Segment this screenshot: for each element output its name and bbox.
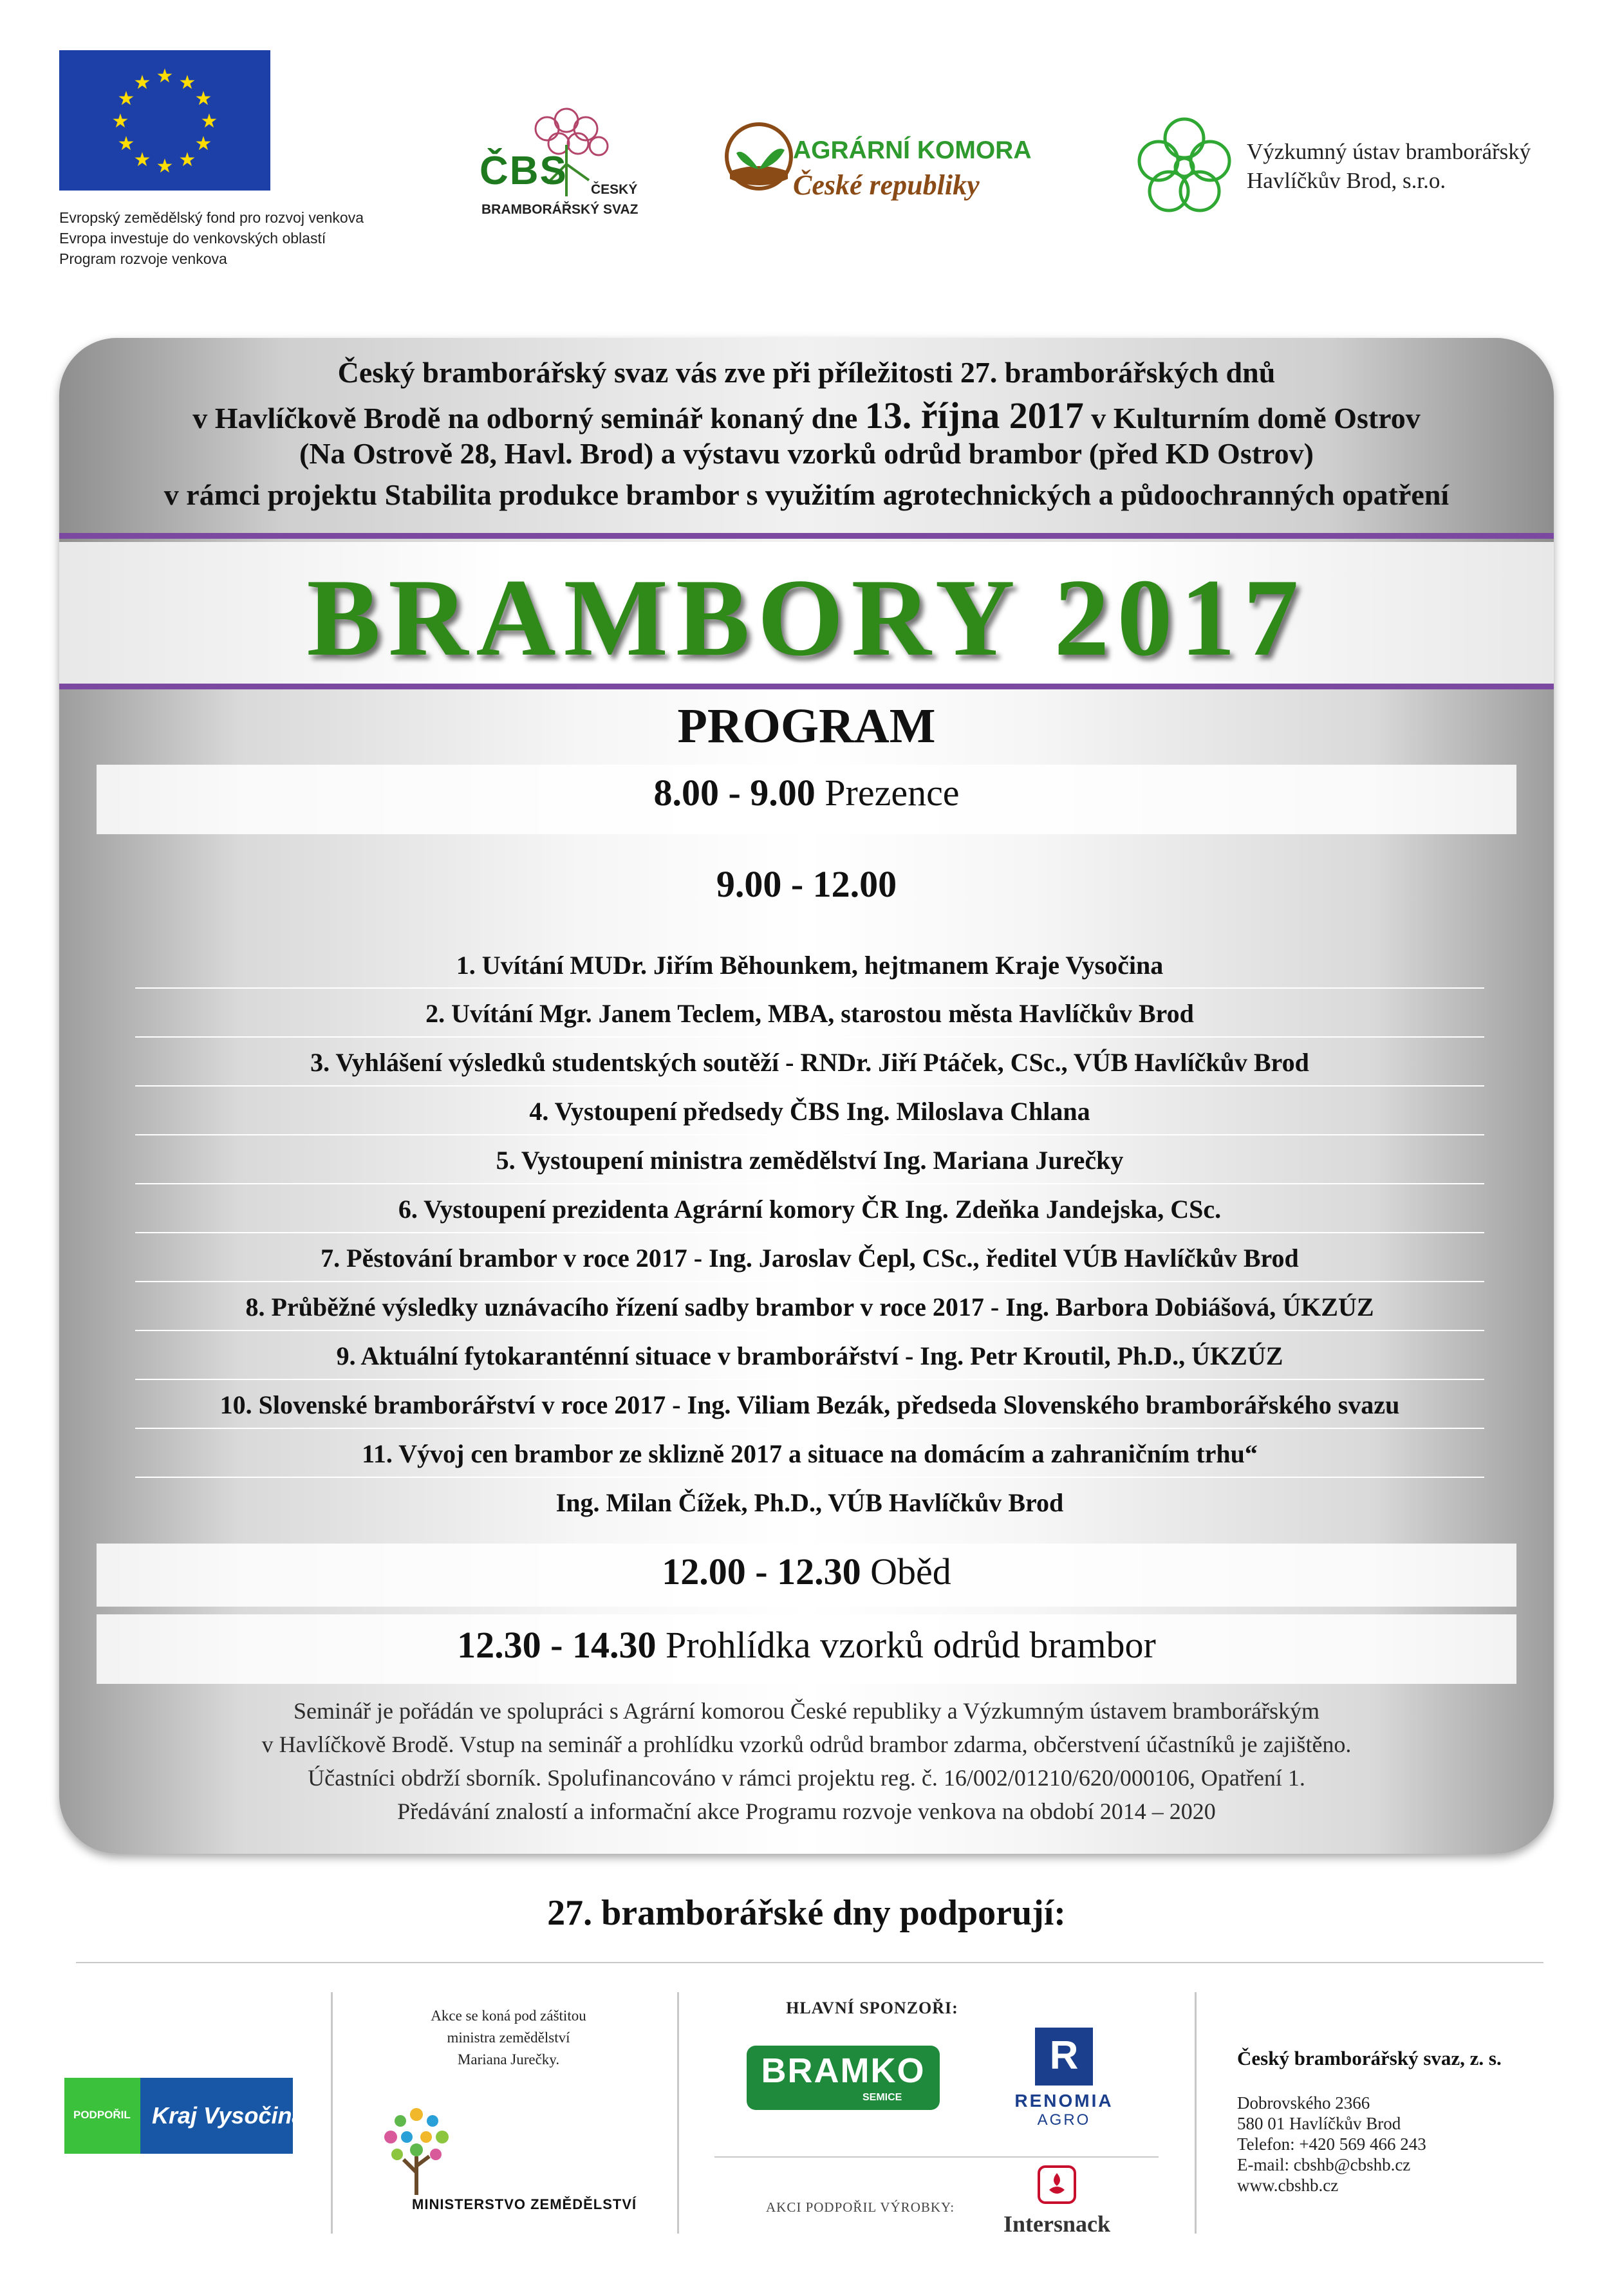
organizer-address-city: 580 01 Havlíčkův Brod	[1237, 2114, 1401, 2133]
renomia-sub: AGRO	[1037, 2111, 1091, 2129]
footnote-line: Předávání znalostí a informační akce Programu rozvoje venkova na období 2014 – 2020	[397, 1798, 1216, 1824]
agenda-item-speaker: Ing. Milan Čížek, Ph.D., VÚB Havlíčkův Brod	[555, 1488, 1064, 1517]
organizer-website[interactable]: www.cbshb.cz	[1237, 2176, 1339, 2195]
svg-text:★: ★	[178, 72, 196, 93]
program-heading: PROGRAM	[677, 699, 936, 753]
sponsor-rule	[714, 2156, 1159, 2158]
patronage-note: Akce se koná pod záštitou ministra zemědělství Mariana Jurečky.	[431, 2008, 586, 2067]
organizer-address-street: Dobrovského 2366	[1237, 2093, 1370, 2113]
kraj-vysocina-logo	[64, 2078, 305, 2154]
renomia-letter: R	[1049, 2033, 1079, 2078]
vubh-name-line1: Výzkumný ústav bramborářský	[1247, 139, 1531, 164]
organizer-phone: Telefon: +420 569 466 243	[1237, 2134, 1426, 2154]
vubh-flower-icon	[1128, 113, 1240, 222]
svg-text:★: ★	[156, 156, 174, 177]
supporters-rule	[76, 1962, 1543, 1963]
lunch-row: 12.00 - 12.30 Oběd	[662, 1551, 951, 1592]
agenda-divider	[135, 1281, 1484, 1282]
svg-text:★: ★	[111, 111, 129, 132]
svg-text:★: ★	[200, 111, 218, 132]
agenda-divider	[135, 1036, 1484, 1038]
agenda-item: 5. Vystoupení ministra zemědělství Ing. Mariana Jurečky	[496, 1146, 1124, 1175]
agenda-divider	[135, 1428, 1484, 1429]
morning-block-time: 9.00 - 12.00	[716, 863, 897, 905]
svg-text:★: ★	[156, 66, 174, 87]
footnote-line: Účastníci obdrží sborník. Spolufinancováno v rámci projektu reg. č. 16/002/01210/620/000106, Opatření 1.	[308, 1765, 1305, 1791]
event-date: 13. října 2017	[864, 395, 1084, 436]
vubh-name-line2: Havlíčkův Brod, s.r.o.	[1247, 168, 1446, 193]
agenda-item: 9. Aktuální fytokaranténní situace v bramborářství - Ing. Petr Kroutil, Ph.D., ÚKZÚZ	[336, 1341, 1283, 1370]
intro-line-3: (Na Ostrově 28, Havl. Brod) a výstavu vzorků odrůd brambor (před KD Ostrov)	[299, 437, 1314, 470]
intersnack-icon	[1036, 2164, 1077, 2205]
organizer-name: Český bramborářský svaz, z. s.	[1237, 2047, 1502, 2069]
bramko-logo	[747, 2046, 940, 2110]
agrarni-komora-line2: České republiky	[793, 169, 980, 201]
ministry-tree-icon	[368, 2102, 465, 2198]
svg-text:★: ★	[133, 149, 151, 171]
agenda-divider	[135, 1232, 1484, 1233]
cbs-name-line2: BRAMBORÁŘSKÝ SVAZ	[481, 202, 639, 217]
agenda-divider	[135, 1085, 1484, 1087]
agenda-divider	[135, 1134, 1484, 1135]
svg-text:★: ★	[133, 72, 151, 93]
agenda-item: 3. Vyhlášení výsledků studentských soutěží - RNDr. Jiří Ptáček, CSc., VÚB Havlíčkův Brod	[310, 1048, 1309, 1077]
agenda-item: 4. Vystoupení předsedy ČBS Ing. Miloslava Chlana	[529, 1097, 1090, 1126]
intro-line-4: v rámci projektu Stabilita produkce brambor s využitím agrotechnických a půdoochranných opatření	[163, 478, 1450, 511]
agenda-item: 6. Vystoupení prezidenta Agrární komory ČR Ing. Zdeňka Jandejska, CSc.	[398, 1195, 1222, 1224]
intersnack-logo	[993, 2164, 1121, 2241]
agenda-item: 10. Slovenské bramborářství v roce 2017 - Ing. Viliam Bezák, předseda Slovenského bramborářského svazu	[219, 1390, 1400, 1419]
column-divider	[331, 1992, 333, 2234]
agenda-item: 2. Uvítání Mgr. Janem Teclem, MBA, starostou města Havlíčkův Brod	[425, 999, 1194, 1028]
agenda-item: 11. Vývoj cen brambor ze sklizně 2017 a situace na domácím a zahraničním trhu“	[362, 1439, 1258, 1468]
intro-line-2: v Havlíčkově Brodě na odborný seminář konaný dne 13. října 2017 v Kulturním domě Ostrov	[192, 395, 1421, 436]
intro-line-1: Český bramborářský svaz vás zve při příležitosti 27. bramborářských dnů	[337, 356, 1276, 389]
organizer-email[interactable]: E-mail: cbshb@cbshb.cz	[1237, 2155, 1411, 2174]
agenda-divider	[135, 1330, 1484, 1331]
title-rule-bottom	[59, 684, 1554, 689]
cbs-abbreviation: ČBS	[480, 149, 568, 193]
agenda-item: 7. Pěstování brambor v roce 2017 - Ing. Jaroslav Čepl, CSc., ředitel VÚB Havlíčkův Brod	[321, 1244, 1299, 1273]
agrarni-komora-line1: AGRÁRNÍ KOMORA	[793, 136, 1032, 164]
eu-stars-icon	[59, 50, 270, 191]
column-divider	[1195, 1992, 1197, 2234]
svg-text:★: ★	[117, 133, 135, 154]
footnote-line: Seminář je pořádán ve spolupráci s Agrární komorou České republiky a Výzkumným ústavem bramborářským	[294, 1698, 1319, 1724]
main-sponsors-heading: HLAVNÍ SPONZOŘI:	[786, 1999, 958, 2017]
agenda-divider	[135, 1477, 1484, 1478]
main-title: BRAMBORY 2017	[306, 557, 1307, 679]
supporters-heading: 27. bramborářské dny podporují:	[547, 1893, 1066, 1933]
kraj-name: Kraj Vysočina	[152, 2102, 305, 2129]
agenda-divider	[135, 1183, 1484, 1184]
svg-text:★: ★	[178, 149, 196, 171]
svg-text:★: ★	[194, 88, 212, 109]
svg-text:★: ★	[117, 88, 135, 109]
agenda-item: 1. Uvítání MUDr. Jiřím Běhounkem, hejtmanem Kraje Vysočina	[456, 951, 1164, 980]
products-sponsor-heading: AKCI PODPOŘIL VÝROBKY:	[766, 2199, 955, 2215]
agenda-divider	[135, 1379, 1484, 1380]
kraj-badge: PODPOŘIL	[73, 2109, 131, 2121]
title-rule-top	[59, 533, 1554, 539]
svg-text:★: ★	[194, 133, 212, 154]
tour-row: 12.30 - 14.30 Prohlídka vzorků odrůd brambor	[457, 1624, 1156, 1666]
cbs-name-line1: ČESKÝ	[591, 182, 638, 197]
ministry-name: MINISTERSTVO ZEMĚDĚLSTVÍ	[412, 2196, 637, 2212]
renomia-name: RENOMIA	[1014, 2091, 1114, 2111]
intersnack-name: Intersnack	[1003, 2211, 1110, 2237]
column-divider	[677, 1992, 679, 2234]
agenda-divider	[135, 987, 1484, 989]
bramko-name: BRAMKO	[761, 2051, 926, 2090]
agrarni-komora-sprout-icon	[723, 121, 794, 192]
eu-flag-logo	[59, 50, 270, 191]
eu-fund-text: Evropský zemědělský fond pro rozvoj venkova Evropa investuje do venkovských oblastí Program rozvoje venkova	[59, 209, 364, 267]
footnote-line: v Havlíčkově Brodě. Vstup na seminář a prohlídku vzorků odrůd brambor zdarma, občerstvení účastníků je zajištěno.	[261, 1731, 1352, 1757]
agenda-item: 8. Průběžné výsledky uznávacího řízení sadby brambor v roce 2017 - Ing. Barbora Dobiášová, ÚKZÚZ	[245, 1293, 1374, 1321]
renomia-agro-logo	[1003, 2028, 1125, 2131]
bramko-sub: SEMICE	[862, 2092, 902, 2103]
registration-row: 8.00 - 9.00 Prezence	[653, 772, 960, 814]
